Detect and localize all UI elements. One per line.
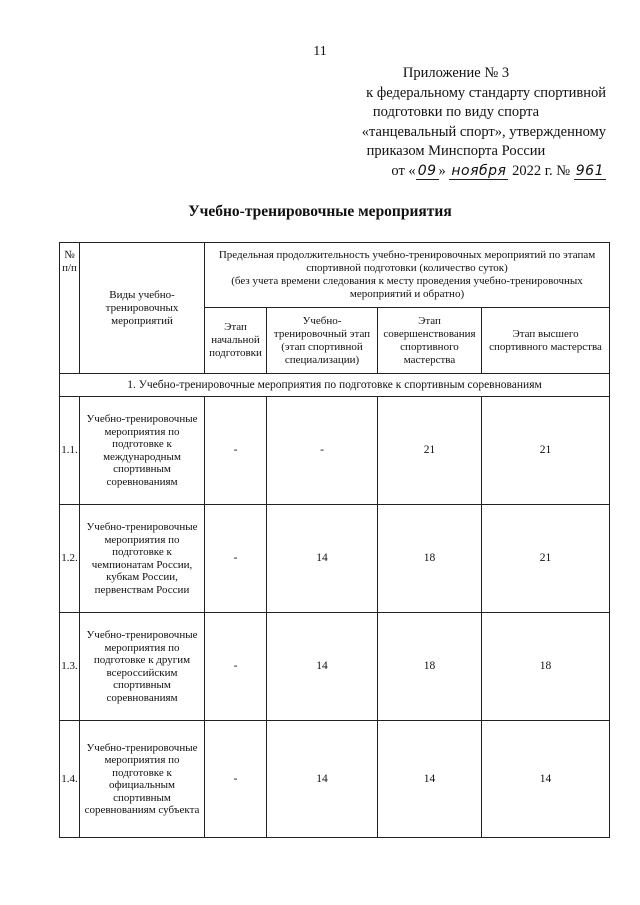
row-number: 1.1. (60, 397, 80, 505)
stage-value: 18 (378, 613, 482, 721)
stage-value: 14 (267, 505, 378, 613)
stage-value: - (267, 397, 378, 505)
appendix-line: подготовки по виду спорта (372, 104, 540, 120)
section-heading: 1. Учебно-тренировочные мероприятия по подготовке к спортивным соревнованиям (60, 374, 610, 397)
table-header-row (60, 243, 610, 308)
column-header-number: № п/п (60, 243, 80, 374)
stage-value: - (205, 505, 267, 613)
table-row (60, 397, 610, 505)
column-header-stage: Этап высшего спортивного мастерства (482, 308, 610, 374)
date-year: 2022 г. № (508, 162, 574, 179)
date-prefix: от « (391, 162, 416, 179)
stage-value: 14 (378, 721, 482, 838)
event-name: Учебно-тренировочные мероприятия по подготовке к чемпионатам России, кубкам России, первенствам России (80, 505, 205, 613)
stage-value: 21 (482, 505, 610, 613)
document-title: Учебно-тренировочные мероприятия (188, 203, 452, 220)
group-header-line: Предельная продолжительность учебно-тренировочных мероприятий по этапам спортивной подготовки (количество суток) (218, 249, 596, 274)
stage-value: - (205, 613, 267, 721)
appendix-title: Приложение № 3 (402, 65, 510, 81)
stage-value: 21 (482, 397, 610, 505)
row-number: 1.4. (60, 721, 80, 838)
appendix-line: приказом Минспорта России (366, 143, 546, 159)
stage-value: 18 (482, 613, 610, 721)
stage-value: - (205, 397, 267, 505)
column-header-stage: Учебно-тренировочный этап (этап спортивной специализации) (267, 308, 378, 374)
date-mid: » (438, 162, 446, 179)
event-name: Учебно-тренировочные мероприятия по подготовке к международным спортивным соревнованиям (80, 397, 205, 505)
table-row (60, 505, 610, 613)
row-number: 1.2. (60, 505, 80, 613)
stage-value: 14 (482, 721, 610, 838)
row-number: 1.3. (60, 613, 80, 721)
training-events-table (59, 242, 610, 838)
stage-value: - (205, 721, 267, 838)
section-row (60, 374, 610, 397)
handwritten-month: ноября (451, 162, 507, 179)
stage-value: 18 (378, 505, 482, 613)
page-number: 11 (313, 44, 327, 59)
stage-value: 21 (378, 397, 482, 505)
event-name: Учебно-тренировочные мероприятия по подготовке к другим всероссийским спортивным соревнованиям (80, 613, 205, 721)
column-header-stage: Этап совершенствования спортивного мастерства (378, 308, 482, 374)
handwritten-order-number: 961 (575, 162, 604, 179)
stage-value: 14 (267, 721, 378, 838)
appendix-date-line (306, 162, 606, 182)
event-name: Учебно-тренировочные мероприятия по подготовке к официальным спортивным соревнованиям субъекта (80, 721, 205, 838)
table-row (60, 721, 610, 838)
appendix-line: «танцевальный спорт», утвержденному (361, 123, 606, 140)
table-row (60, 613, 610, 721)
column-header-stage: Этап начальной подготовки (205, 308, 267, 374)
appendix-block (306, 64, 606, 181)
stage-value: 14 (267, 613, 378, 721)
column-group-header (205, 243, 610, 308)
column-header-kind: Виды учебно-тренировочных мероприятий (80, 243, 205, 374)
appendix-line: к федеральному стандарту спортивной (366, 84, 606, 101)
group-header-line: (без учета времени следования к месту проведения учебно-тренировочных мероприятий и обратно) (231, 275, 583, 300)
handwritten-day: 09 (417, 162, 437, 179)
